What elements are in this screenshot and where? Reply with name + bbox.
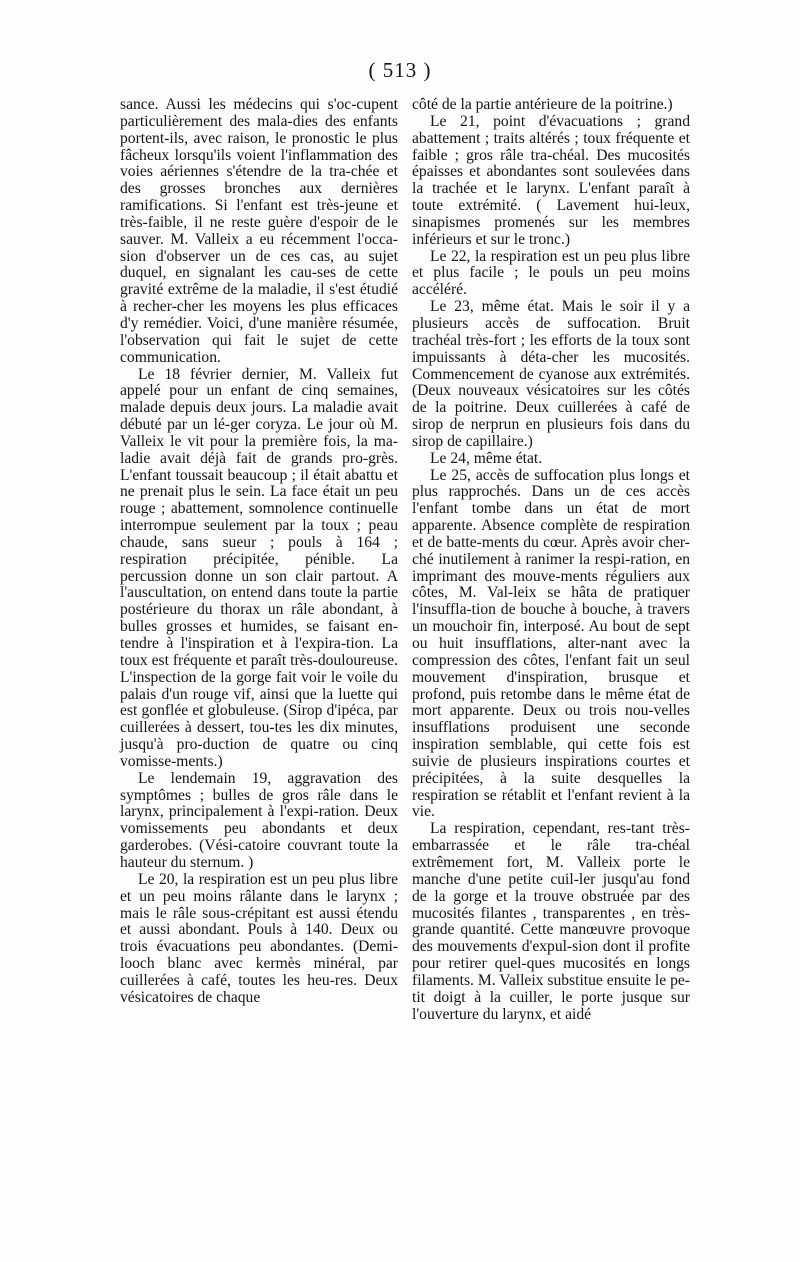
left-column (120, 97, 398, 1007)
page-number: ( 513 ) (368, 58, 432, 82)
paragraph: Le lendemain 19, aggravation des symptômes ; bulles de gros râle dans le larynx, principalement à l'expi-ration. Deux vomissements peu abondants et deux garderobes. (Vési-catoire couvrant toute la hauteur du sternum. ) (120, 769, 398, 871)
paragraph: Le 24, même état. (430, 449, 543, 467)
paragraph: Le 23, même état. Mais le soir il y a plusieurs accès de suffocation. Bruit trachéal très-fort ; les efforts de la toux sont impuissants à déta-cher les mucosités. Commencement de cyanose aux extrémités. (Deux nouveaux vésicatoires sur les côtés de la poitrine. Deux cuillerées à café de sirop de nerprun en plusieurs fois dans du sirop de capillaire.) (412, 298, 690, 450)
right-column (412, 97, 690, 1023)
paragraph: Le 22, la respiration est un peu plus libre et plus facile ; le pouls un peu moins accéléré. (412, 247, 690, 299)
paragraph: La respiration, cependant, res-tant très-embarrassée et le râle tra-chéal extrêmement fort, M. Valleix porte le manche d'une petite cuil-ler jusqu'au fond de la gorge et la trouve obstruée par des mucosités filantes , transparentes , en très-grande quantité. Cette manœuvre provoque des mouvements d'expul-sion dont il profite pour retirer quel-ques mucosités en longs filaments. M. Valleix substitue ensuite le pe-tit doigt à la cuiller, le porte jusque sur l'ouverture du larynx, et aidé (412, 820, 690, 1023)
paragraph: sance. Aussi les médecins qui s'oc-cupent particulièrement des mala-dies des enfants portent-ils, avec raison, le pronostic le plus fâcheux lorsqu'ils voient l'inflammation des voies aériennes s'étendre de la tra-chée et des grosses bronches aux dernières ramifications. Si l'enfant est très-jeune et très-faible, il ne reste guère d'espoir de le sauver. M. Valleix a eu récemment l'occa-sion d'observer un de ces cas, au sujet duquel, en signalant les cau-ses de cette gravité extrême de la maladie, il s'est étudié à recher-cher les moyens les plus efficaces d'y remédier. Voici, d'une manière résumée, l'observation qui fait le sujet de cette communication. (120, 96, 398, 366)
paragraph: Le 20, la respiration est un peu plus libre et un peu moins râlante dans le larynx ; mais le râle sous-crépitant est aussi étendu et aussi abondant. Pouls à 140. Deux ou trois évacuations peu abondantes. (Demi-looch blanc avec kermès minéral, par cuillerées à café, toutes les heu-res. Deux vésicatoires de chaque (120, 870, 398, 1006)
paragraph: Le 25, accès de suffocation plus longs et plus rapprochés. Dans un de ces accès l'enfant tombe dans un état de mort apparente. Absence complète de respiration et de batte-ments du cœur. Après avoir cher-ché inutilement à ranimer la respi-ration, en imprimant des mouve-ments réguliers aux côtes, M. Val-leix se hâta de pratiquer l'insuffla-tion de bouche à bouche, à travers un mouchoir fin, interposé. Au bout de sept ou huit insufflations, alter-nant avec la compression des côtes, l'enfant fait un seul mouvement d'inspiration, brusque et profond, puis retombe dans le même état de mort apparente. Deux ou trois nou-velles insufflations produisent une seconde inspiration semblable, qui cette fois est suivie de plusieurs inspirations courtes et précipitées, à la suite desquelles la respiration se rétablit et l'enfant revient à la vie. (412, 466, 690, 821)
paragraph: côté de la partie antérieure de la poitrine.) (412, 96, 673, 113)
paragraph: Le 18 février dernier, M. Valleix fut appelé pour un enfant de cinq semaines, malade depuis deux jours. La maladie avait débuté par un lé-ger coryza. Le jour où M. Valleix le vit pour la première fois, la ma-ladie avait déjà fait de grands pro-grès. L'enfant toussait beaucoup ; il était abattu et ne prenait plus le sein. La face était un peu rouge ; abattement, somnolence continuelle interrompue seulement par la toux ; peau chaude, sans sueur ; pouls à 164 ; respiration précipitée, pénible. La percussion donne un son clair partout. A l'auscultation, on entend dans toute la partie postérieure du thorax un râle abondant, à bulles grosses et humides, se faisant en-tendre à l'inspiration et à l'expira-tion. La toux est fréquente et paraît très-douloureuse. L'inspection de la gorge fait voir le voile du palais d'un rouge vif, ainsi que la luette qui est gonflée et globuleuse. (Sirop d'ipéca, par cuillerées à dessert, tou-tes les dix minutes, jusqu'à pro-duction de quatre ou cinq vomisse-ments.) (120, 365, 398, 770)
paragraph: Le 21, point d'évacuations ; grand abattement ; traits altérés ; toux fréquente et faible ; gros râle tra-chéal. Des mucosités épaisses et abondantes sont soulevées dans la trachée et le larynx. L'enfant paraît à toute extrémité. ( Lavement hui-leux, sinapismes promenés sur les membres inférieurs et sur le tronc.) (412, 112, 690, 248)
